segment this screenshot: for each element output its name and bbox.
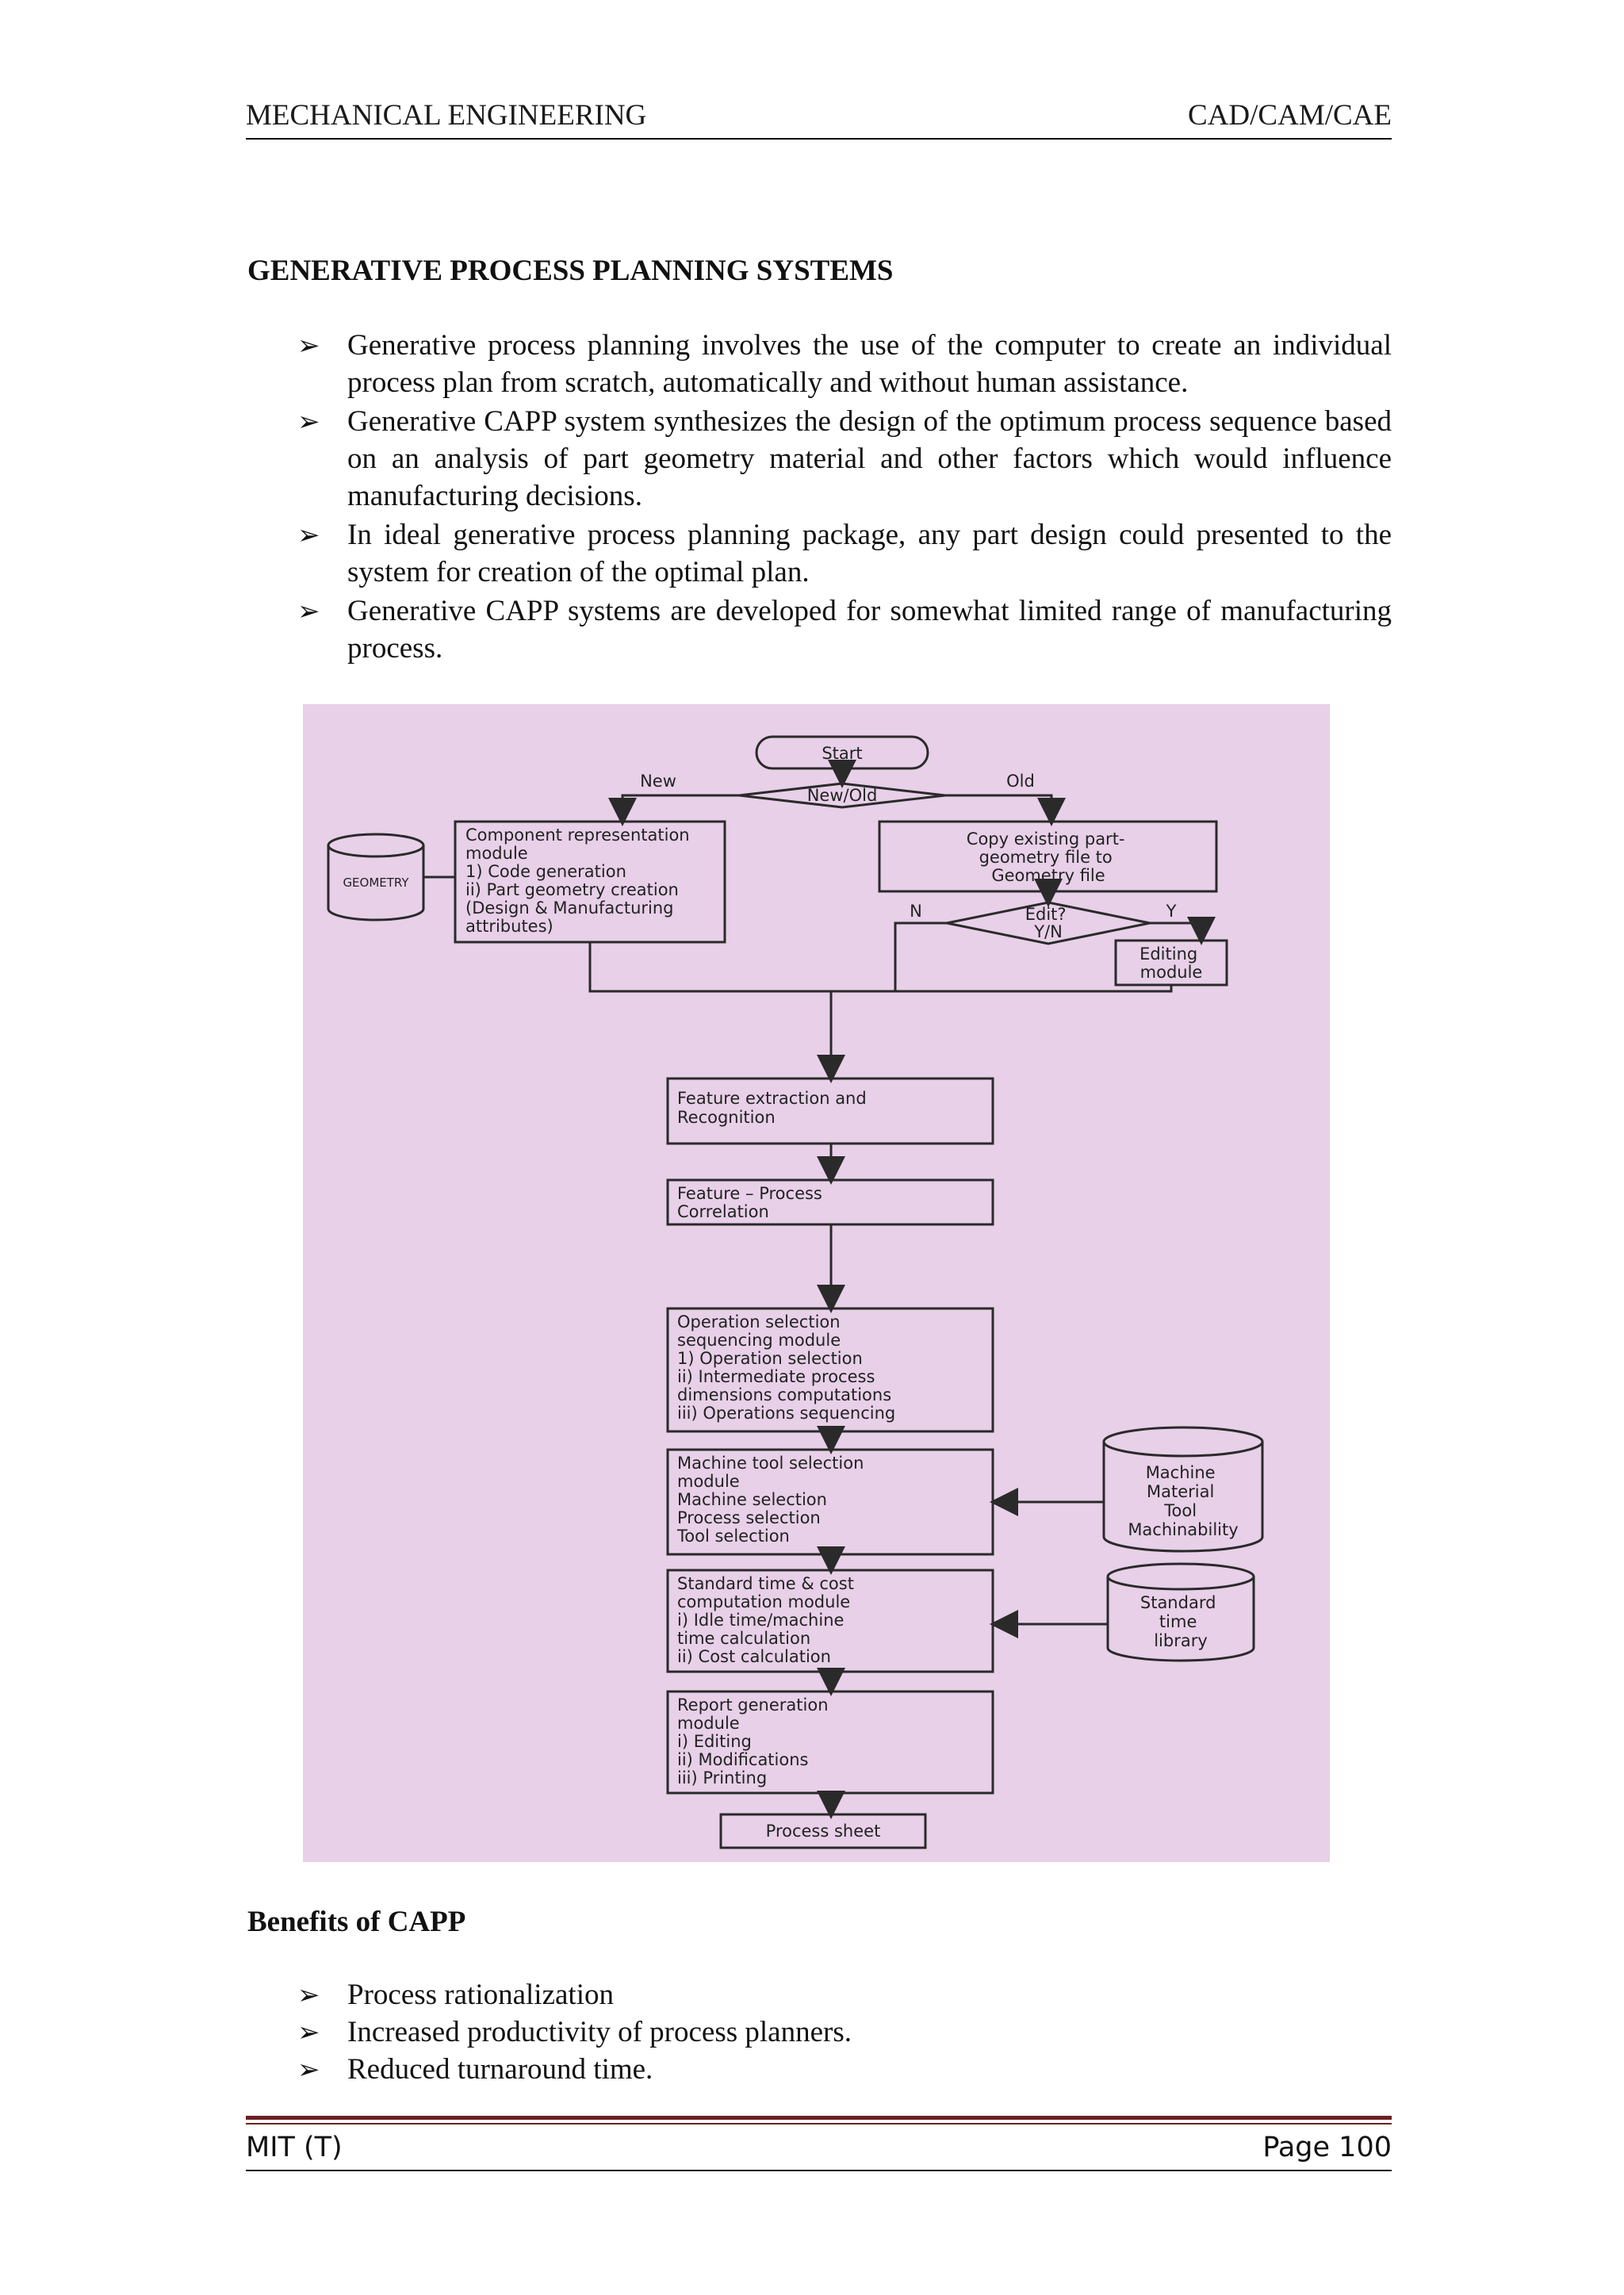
page-header xyxy=(246,95,1392,140)
component-module-text: Component representation module 1) Code generation ii) Part geometry creation (Design & Manufacturing attributes) xyxy=(465,826,690,936)
feature-extraction-text: Feature extraction and Recognition xyxy=(677,1089,867,1127)
benefit-item: ➢ Process rationalization xyxy=(297,1976,1392,2013)
generative-bullets xyxy=(297,327,1392,669)
arrowhead-bullet-icon: ➢ xyxy=(297,597,320,626)
benefit-item: ➢ Reduced turnaround time. xyxy=(297,2051,1392,2088)
arrowhead-bullet-icon: ➢ xyxy=(297,2056,320,2085)
feature-process-text: Feature – Process Correlation xyxy=(677,1184,822,1221)
capp-flowchart-figure xyxy=(303,704,1330,1862)
bullet-item: ➢ Generative CAPP systems are developed for somewhat limited range of manufacturing process. xyxy=(297,595,1392,665)
edit-decision-label: Edit? Y/N xyxy=(1025,905,1067,941)
machine-material-database xyxy=(1104,1427,1262,1551)
decision-new-old-label: New/Old xyxy=(806,786,878,805)
arrowhead-bullet-icon: ➢ xyxy=(297,1981,320,2010)
branch-new-label: New xyxy=(640,772,676,791)
machine-tool-text: Machine tool selection module Machine selection Process selection Tool selection xyxy=(677,1454,864,1546)
header-subject: MECHANICAL ENGINEERING xyxy=(246,99,647,132)
geometry-database xyxy=(328,834,423,920)
footer-institution: MIT (T) xyxy=(246,2132,343,2163)
benefits-title: Benefits of CAPP xyxy=(247,1906,466,1938)
standard-time-text: Standard time & cost computation module i) Idle time/machine time calculation ii) Cost calculation xyxy=(677,1574,854,1666)
footer-divider-thick xyxy=(246,2116,1392,2120)
report-generation-text: Report generation module i) Editing ii) Modifications iii) Printing xyxy=(677,1695,829,1787)
process-sheet-label: Process sheet xyxy=(765,1822,881,1841)
machine-db-text: Machine Material Tool Machinability xyxy=(1128,1463,1239,1539)
bullet-item: ➢ Generative process planning involves the use of the computer to create an individual process plan from scratch, automatically and without human assistance. xyxy=(297,329,1392,399)
copy-geometry-text: Copy existing part- geometry file to Geometry file xyxy=(966,829,1125,885)
arrowhead-bullet-icon: ➢ xyxy=(297,331,320,361)
benefits-list xyxy=(297,1976,1392,2088)
header-course: CAD/CAM/CAE xyxy=(1188,99,1392,132)
bullet-item: ➢ Generative CAPP system synthesizes the design of the optimum process sequence based on an analysis of part geometry material and other factors which would influence manufacturing decisions. xyxy=(297,405,1392,512)
branch-n-label: N xyxy=(910,902,922,921)
editing-module-text: Editing module xyxy=(1139,944,1203,982)
page-footer xyxy=(246,2128,1392,2171)
benefit-item: ➢ Increased productivity of process planners. xyxy=(297,2013,1392,2051)
page-number: Page 100 xyxy=(1262,2132,1392,2163)
branch-old-label: Old xyxy=(1006,772,1035,791)
arrowhead-bullet-icon: ➢ xyxy=(297,2018,320,2048)
footer-divider-thin xyxy=(246,2123,1392,2125)
arrowhead-bullet-icon: ➢ xyxy=(297,408,320,437)
standard-time-library-database xyxy=(1108,1564,1254,1661)
start-label: Start xyxy=(822,744,863,763)
geometry-db-label: GEOMETRY xyxy=(343,875,409,890)
arrowhead-bullet-icon: ➢ xyxy=(297,521,320,550)
branch-y-label: Y xyxy=(1166,902,1177,921)
flowchart-svg xyxy=(303,704,1330,1862)
bullet-item: ➢ In ideal generative process planning package, any part design could presented to the system for creation of the optimal plan. xyxy=(297,519,1392,588)
standard-db-text: Standard time library xyxy=(1139,1593,1216,1650)
section-title: GENERATIVE PROCESS PLANNING SYSTEMS xyxy=(247,255,894,287)
operation-selection-text: Operation selection sequencing module 1) Operation selection ii) Intermediate process dimensions computations iii) Operations sequencing xyxy=(677,1312,896,1423)
